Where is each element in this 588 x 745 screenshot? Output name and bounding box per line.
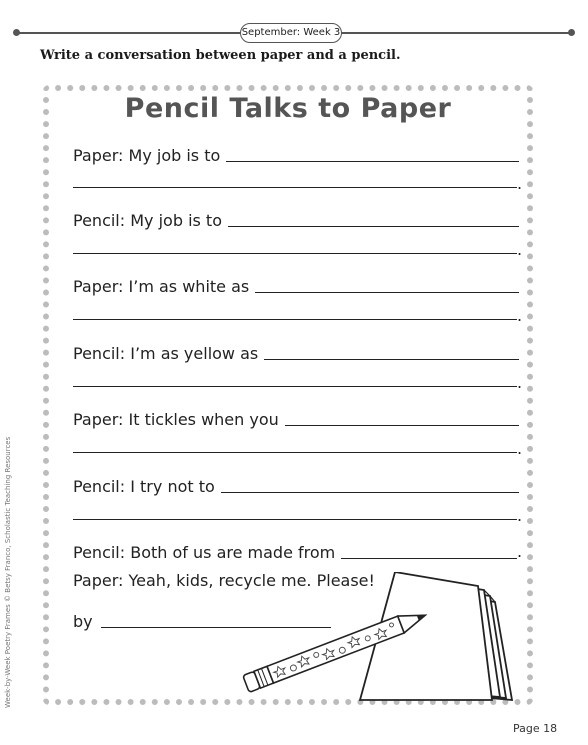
prompt-label: Paper: It tickles when you — [73, 410, 279, 429]
prompt-row — [73, 344, 519, 363]
period-mark: . — [517, 506, 523, 525]
answer-blank[interactable] — [264, 358, 519, 360]
prompt-row — [73, 477, 519, 496]
answer-blank[interactable] — [341, 557, 517, 559]
answer-blank[interactable] — [221, 491, 519, 493]
prompt-label: Pencil: My job is to — [73, 211, 222, 230]
answer-line[interactable] — [73, 386, 517, 387]
prompt-label: Pencil: I try not to — [73, 477, 215, 496]
prompt-row — [73, 146, 519, 165]
page-title: Pencil Talks to Paper — [124, 93, 452, 124]
header-rule-cap-left — [13, 29, 20, 36]
answer-line[interactable] — [73, 253, 517, 254]
period-mark: . — [517, 306, 523, 325]
period-mark: . — [517, 240, 523, 259]
page-number: Page 18 — [513, 722, 558, 735]
prompt-row — [73, 211, 519, 230]
answer-line[interactable] — [73, 519, 517, 520]
prompt-label: Pencil: I’m as yellow as — [73, 344, 259, 363]
instruction-text: Write a conversation between paper and a pencil. — [40, 48, 401, 63]
byline-label: by — [73, 612, 93, 631]
prompt-row — [73, 543, 517, 562]
header-rule-cap-right — [568, 29, 575, 36]
closing-text: Paper: Yeah, kids, recycle me. Please! — [73, 571, 375, 590]
answer-blank[interactable] — [255, 291, 519, 293]
prompt-label: Pencil: Both of us are made from — [73, 543, 336, 562]
week-label: September: Week 3 — [240, 23, 342, 43]
prompt-row — [73, 410, 519, 429]
prompt-label: Paper: My job is to — [73, 146, 221, 165]
answer-line[interactable] — [73, 187, 517, 188]
answer-blank[interactable] — [285, 424, 519, 426]
answer-line[interactable] — [73, 452, 517, 453]
prompt-label: Paper: I’m as white as — [73, 277, 250, 296]
period-mark: . — [517, 439, 523, 458]
answer-blank[interactable] — [228, 225, 519, 227]
prompt-row — [73, 277, 519, 296]
period-mark: . — [517, 542, 523, 561]
answer-line[interactable] — [73, 319, 517, 320]
answer-blank[interactable] — [226, 160, 519, 162]
period-mark: . — [517, 373, 523, 392]
pencil-and-paper-icon — [240, 572, 530, 707]
side-credit: Week-by-Week Poetry Frames © Betsy Franco, Scholastic Teaching Resources — [4, 436, 12, 708]
period-mark: . — [517, 174, 523, 193]
